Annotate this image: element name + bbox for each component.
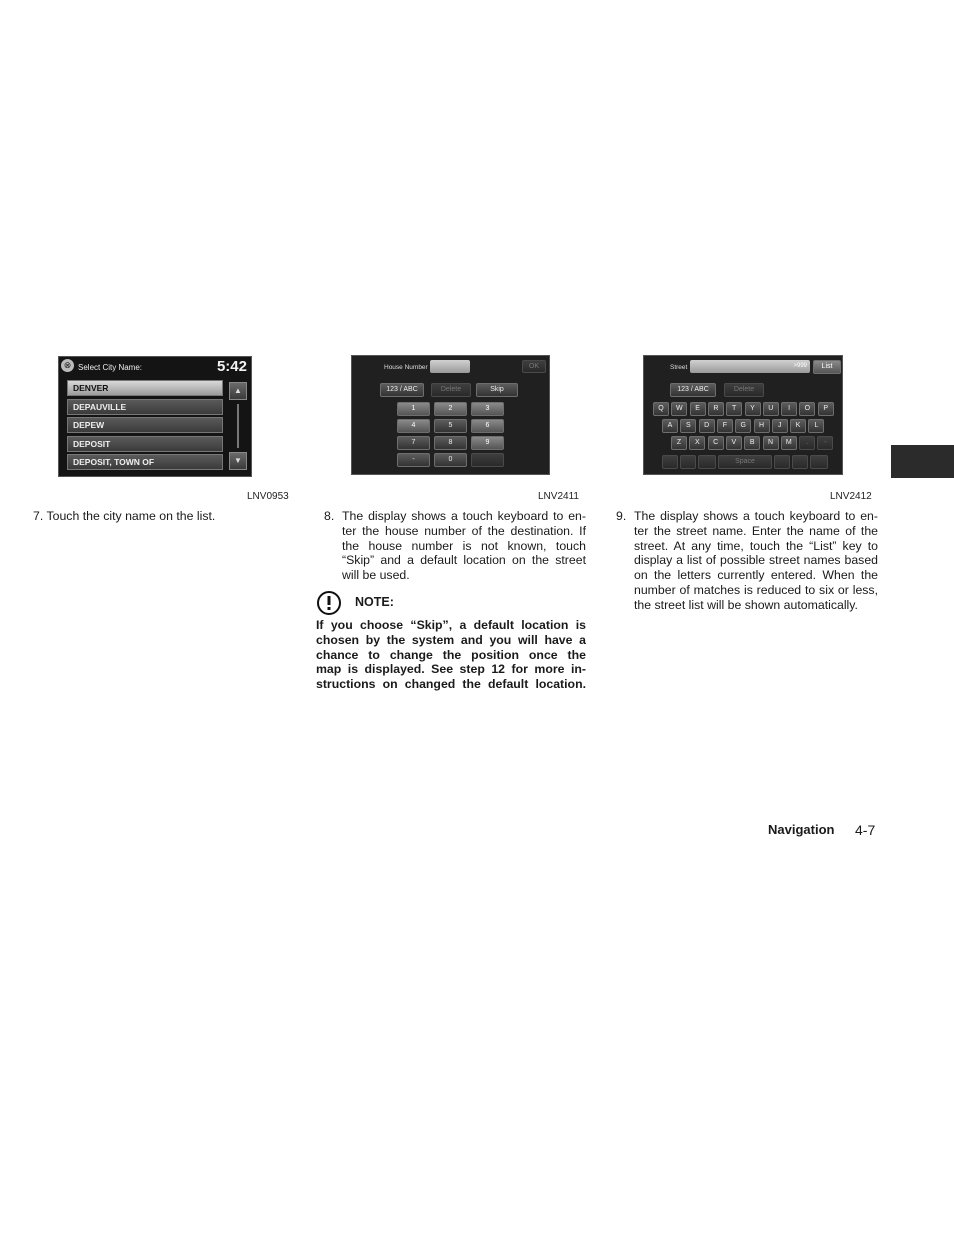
keyboard-key[interactable]: P [818,402,834,416]
keypad-key[interactable]: - [397,453,430,467]
text-line: map is displayed. See step 12 for more in- [316,662,586,677]
scrollbar[interactable] [229,382,247,470]
caution-icon [316,590,342,616]
keyboard-key[interactable]: - [817,436,833,450]
screen-header [59,357,252,377]
step-8-text [342,509,586,583]
keyboard-blank-key [698,455,716,469]
keypad-key[interactable]: 9 [471,436,504,450]
scroll-track [237,404,239,448]
text-line: structions on changed the default location. [316,677,586,692]
street-label: Street [670,364,688,371]
city-list-item[interactable]: DEPAUVILLE [67,399,223,415]
keyboard-key[interactable]: A [662,419,678,433]
note-text [316,618,586,692]
keyboard-blank-key [774,455,790,469]
keyboard-key[interactable]: I [781,402,797,416]
house-number-screenshot [351,355,550,475]
clock-time: 5:42 [216,358,247,375]
scroll-up-icon[interactable]: ▲ [229,382,247,400]
keyboard-key[interactable]: Z [671,436,687,450]
keyboard-key[interactable]: D [699,419,715,433]
house-number-label: House Number [384,364,428,371]
keyboard-key[interactable]: B [744,436,760,450]
city-list-item[interactable]: DEPEW [67,417,223,433]
keyboard-blank-key [792,455,808,469]
keyboard-key[interactable]: C [708,436,724,450]
text-line: The display shows a touch keyboard to en- [342,509,586,523]
keypad-key[interactable]: 5 [434,419,467,433]
keypad-key[interactable]: 4 [397,419,430,433]
city-list-item[interactable]: DENVER [67,380,223,396]
keyboard-blank-key [680,455,696,469]
step-number: 7. [33,509,44,523]
text-line: display a list of possible street names based [634,553,878,568]
keypad-key[interactable]: 1 [397,402,430,416]
text-line: chance to change the position once the [316,647,586,662]
step-text: Touch the city name on the list. [46,509,216,523]
keyboard-blank-key [662,455,678,469]
text-line: The display shows a touch keyboard to en- [634,509,878,523]
text-line: ter the house number of the destination. If [342,523,586,538]
keyboard-key[interactable]: J [772,419,788,433]
keyboard-key[interactable]: F [717,419,733,433]
street-keyboard-screenshot [643,355,843,475]
keyboard-key[interactable]: W [671,402,687,416]
keyboard-key[interactable]: M [781,436,797,450]
keyboard-key[interactable]: X [689,436,705,450]
keyboard-key[interactable]: O [799,402,815,416]
keyboard-key[interactable]: T [726,402,742,416]
keypad-key[interactable]: 8 [434,436,467,450]
city-list-item[interactable]: DEPOSIT [67,436,223,452]
step-7 [33,509,263,524]
city-select-screenshot [58,356,252,477]
text-line: If you choose “Skip”, a default location is [316,618,586,632]
keyboard-key[interactable]: K [790,419,806,433]
screen-title: Select City Name: [78,363,143,372]
delete-button[interactable]: Delete [724,383,764,397]
keypad-key[interactable]: 2 [434,402,467,416]
delete-button[interactable]: Delete [431,383,471,397]
step-8-number: 8. [324,509,335,523]
chapter-tab [891,445,954,478]
keyboard-key[interactable]: H [754,419,770,433]
city-list-item[interactable]: DEPOSIT, TOWN OF [67,454,223,470]
text-line: ter the street name. Enter the name of the [634,523,878,538]
house-number-field[interactable] [430,360,470,373]
keyboard-blank-key [810,455,828,469]
text-line: number of matches is reduced to six or less, [634,582,878,597]
text-line: chosen by the system and you will have a [316,632,586,647]
space-key[interactable]: Space [718,455,772,469]
keyboard-key[interactable]: S [680,419,696,433]
text-line: the house number is not known, touch [342,538,586,553]
figure-caption: LNV2412 [830,491,872,502]
keypad-key[interactable]: 3 [471,402,504,416]
mode-toggle-button[interactable]: 123 / ABC [380,383,424,397]
step-9-number: 9. [616,509,627,523]
text-line: on the letters currently entered. When the [634,568,878,583]
keypad-key[interactable]: 0 [434,453,467,467]
keyboard-key[interactable]: G [735,419,751,433]
skip-button[interactable]: Skip [476,383,518,397]
keyboard-key[interactable]: U [763,402,779,416]
scroll-down-icon[interactable]: ▼ [229,452,247,470]
keyboard-key[interactable]: . [799,436,815,450]
ok-button[interactable]: OK [522,360,546,373]
keyboard-key[interactable]: Q [653,402,669,416]
figure-caption: LNV0953 [247,491,289,502]
keyboard-key[interactable]: R [708,402,724,416]
text-line: “Skip” and a default location on the street [342,553,586,568]
text-line: street. At any time, touch the “List” key to [634,538,878,553]
keyboard-key[interactable]: E [690,402,706,416]
step-9-text [634,509,878,613]
nissan-logo-icon: ⊗ [61,359,74,372]
footer-section: Navigation [768,822,835,837]
list-button[interactable]: List [813,360,841,374]
keyboard-key[interactable]: L [808,419,824,433]
footer-page-number: 4-7 [855,822,876,838]
keyboard-key[interactable]: V [726,436,742,450]
keyboard-key[interactable]: Y [745,402,761,416]
note-label: NOTE: [355,595,394,609]
text-line: will be used. [342,568,410,583]
mode-toggle-button[interactable]: 123 / ABC [670,383,716,397]
keypad-key[interactable]: 6 [471,419,504,433]
text-line: the street list will be shown automatically. [634,597,858,612]
keypad-key[interactable] [471,453,504,467]
figure-caption: LNV2411 [538,491,579,502]
keyboard-key[interactable]: N [763,436,779,450]
street-field[interactable]: >999 [690,360,810,373]
keypad-key[interactable]: 7 [397,436,430,450]
